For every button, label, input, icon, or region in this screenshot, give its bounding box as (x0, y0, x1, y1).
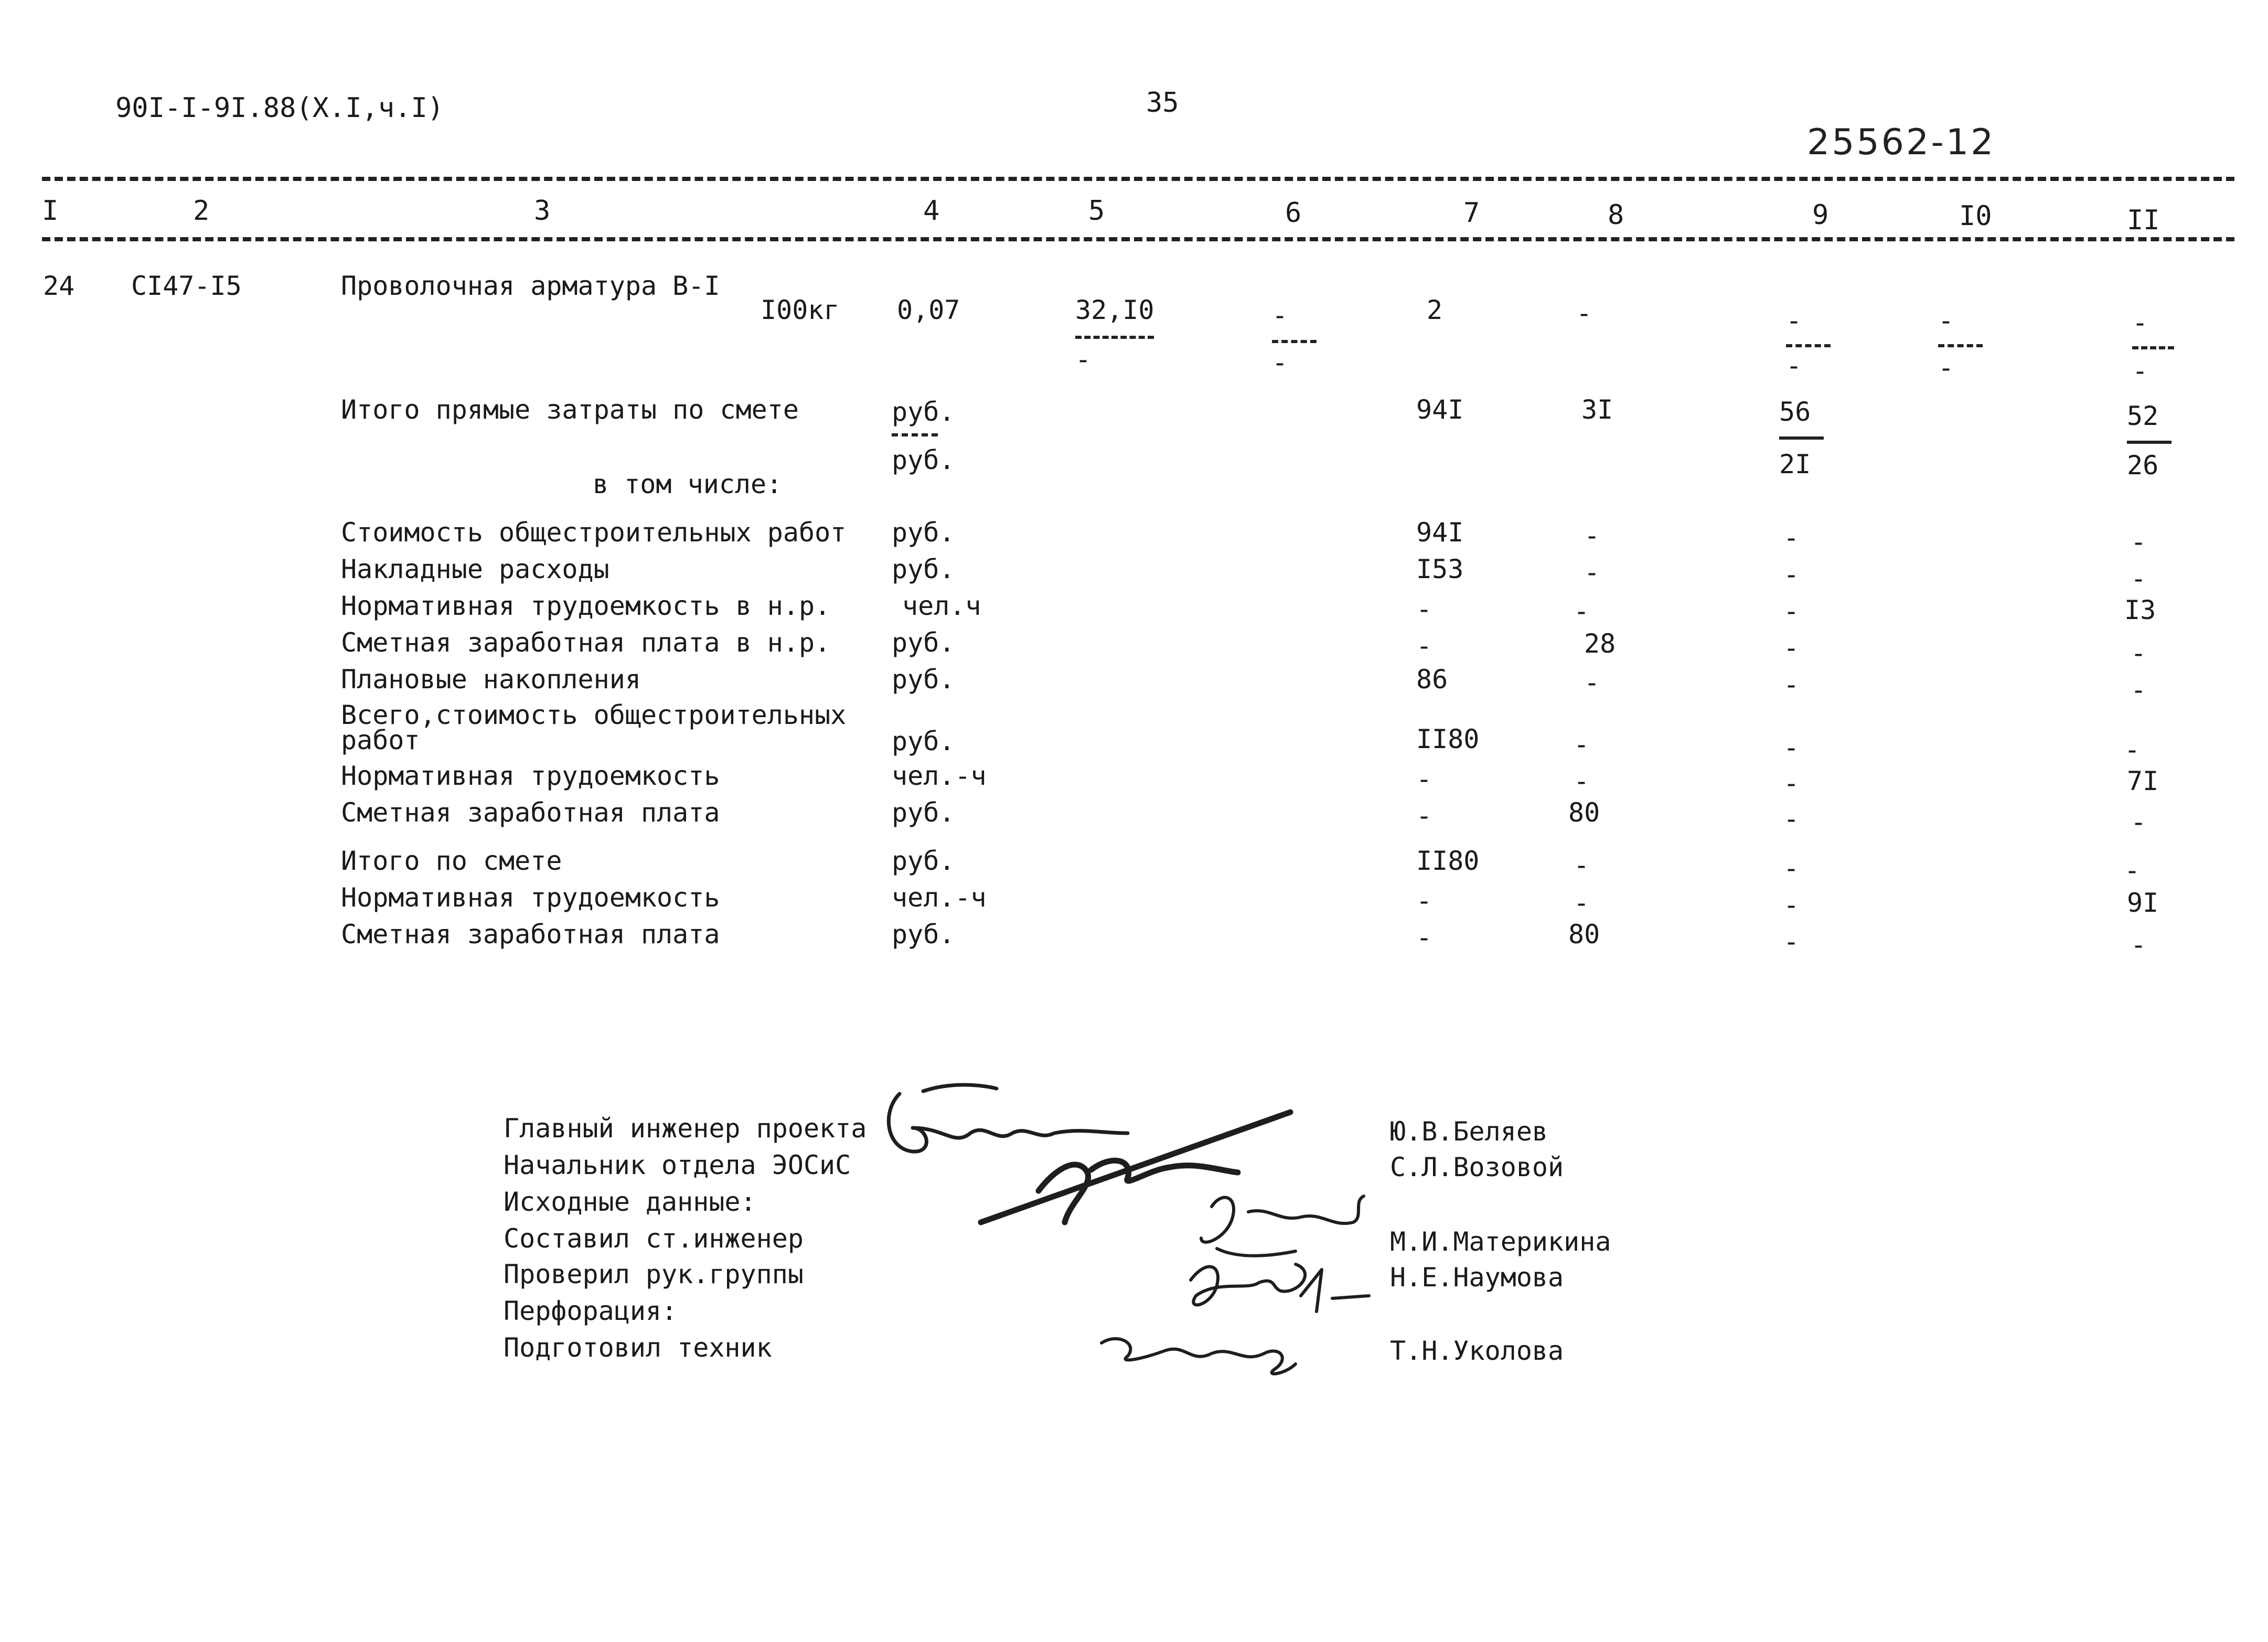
row-col9: - (1783, 669, 1800, 700)
row-label-continued: работ (341, 725, 420, 755)
direct-costs-unit-lower: руб. (892, 445, 955, 475)
item-col9-upper: - (1786, 305, 1802, 336)
row-col8: - (1584, 557, 1600, 588)
row-col7: I53 (1416, 554, 1464, 584)
signatory-name: Ю.В.Беляев (1390, 1116, 1548, 1147)
direct-costs-col8: 3I (1581, 394, 1613, 425)
column-header: I0 (1959, 200, 1992, 232)
row-col11: - (2124, 734, 2141, 765)
row-col9: - (1783, 853, 1800, 883)
row-col8: 28 (1584, 628, 1616, 659)
item-col6-upper: - (1272, 300, 1288, 330)
row-col7: 94I (1416, 517, 1464, 548)
direct-costs-unit-upper: руб. (892, 397, 955, 427)
row-label: Стоимость общестроительных работ (341, 517, 847, 548)
row-col11: - (2131, 807, 2147, 837)
row-label: Нормативная трудоемкость (341, 882, 720, 913)
signature-role: Составил ст.инженер (504, 1223, 804, 1254)
column-header: 9 (1812, 199, 1829, 231)
item-name: Проволочная арматура В-I (341, 271, 720, 301)
row-col8: 80 (1568, 919, 1600, 950)
row-col9: - (1783, 596, 1800, 626)
signature-role: Начальник отдела ЭОСиС (504, 1150, 851, 1180)
row-col11: - (2131, 638, 2147, 668)
signature-role: Исходные данные: (504, 1187, 756, 1217)
row-col9: - (1783, 523, 1800, 553)
row-unit: чел.ч (902, 591, 981, 621)
row-unit: чел.-ч (892, 761, 987, 791)
item-number: 24 (43, 271, 75, 301)
row-unit: руб. (892, 664, 955, 695)
column-header: 5 (1088, 195, 1105, 227)
row-label: Всего,стоимость общестроительных (341, 700, 847, 730)
signature-role: Проверил рук.группы (504, 1259, 804, 1289)
row-label: Сметная заработная плата (341, 919, 720, 950)
item-col11-upper: - (2132, 307, 2148, 338)
row-col7: - (1416, 886, 1432, 916)
column-header: I (42, 195, 59, 227)
row-col8: - (1584, 667, 1600, 698)
row-col8: - (1574, 850, 1590, 880)
subtotal-caption: в том числе: (593, 469, 783, 499)
item-code: CI47-I5 (131, 271, 242, 301)
row-col8: - (1574, 596, 1590, 626)
signature-scribble (1191, 1264, 1369, 1312)
item-col8: - (1576, 298, 1592, 328)
row-col8: - (1574, 766, 1590, 796)
signature-role: Главный инженер проекта (504, 1113, 867, 1144)
row-col7: - (1416, 631, 1432, 661)
direct-costs-col9-upper: 56 (1779, 397, 1811, 427)
item-col6-lower: - (1272, 347, 1288, 378)
row-unit: руб. (892, 554, 955, 584)
row-label: Сметная заработная плата в н.р. (341, 627, 831, 658)
row-col11: - (2131, 563, 2147, 594)
row-col11: 9I (2127, 888, 2159, 918)
row-label: Итого по смете (341, 846, 562, 876)
row-col9: - (1783, 732, 1800, 763)
signature-scribble (981, 1112, 1290, 1222)
signature-role: Перфорация: (504, 1296, 678, 1326)
column-header: 7 (1463, 197, 1480, 229)
row-col11: I3 (2124, 595, 2156, 625)
row-col7: - (1416, 801, 1432, 831)
row-col7: - (1416, 594, 1432, 624)
row-col7: II80 (1416, 846, 1480, 876)
signatory-name: М.И.Материкина (1390, 1227, 1611, 1257)
row-col9: - (1783, 804, 1800, 834)
direct-costs-col9-lower: 2I (1779, 449, 1811, 479)
row-col11: - (2131, 675, 2147, 705)
direct-costs-col7: 94I (1416, 394, 1464, 425)
signature-scribble (1201, 1196, 1364, 1256)
row-unit: руб. (892, 797, 955, 828)
row-col11: - (2131, 527, 2147, 557)
row-label: Накладные расходы (341, 554, 609, 584)
row-unit: руб. (892, 846, 955, 876)
direct-costs-col11-lower: 26 (2127, 450, 2159, 481)
column-header: 3 (534, 195, 551, 227)
row-col7: - (1416, 922, 1432, 953)
row-col11: - (2124, 855, 2141, 886)
row-col9: - (1783, 633, 1800, 663)
row-col9: - (1783, 926, 1800, 957)
column-header: II (2127, 205, 2160, 236)
item-quantity: 0,07 (897, 295, 960, 325)
row-col9: - (1783, 559, 1800, 590)
row-col9: - (1783, 768, 1800, 798)
column-header: 8 (1608, 199, 1624, 231)
row-col11: 7I (2127, 766, 2159, 796)
row-col8: - (1574, 729, 1590, 760)
direct-costs-col11-upper: 52 (2127, 401, 2159, 431)
signatory-name: Т.Н.Уколова (1390, 1336, 1564, 1366)
item-col7: 2 (1427, 295, 1443, 325)
column-header: 6 (1285, 197, 1302, 229)
row-label: Нормативная трудоемкость (341, 761, 720, 791)
item-col10-lower: - (1938, 353, 1954, 383)
row-col8: - (1584, 520, 1600, 551)
row-col11: - (2131, 930, 2147, 960)
signature-role: Подготовил техник (504, 1332, 772, 1363)
row-unit: руб. (892, 726, 955, 756)
item-col11-lower: - (2132, 356, 2148, 386)
row-col8: 80 (1568, 797, 1600, 828)
row-unit: руб. (892, 919, 955, 950)
row-col7: - (1416, 764, 1432, 794)
item-col9-lower: - (1786, 350, 1802, 381)
row-unit: чел.-ч (892, 882, 987, 913)
signature-scribble (889, 1085, 1128, 1151)
row-col8: - (1574, 888, 1590, 918)
row-label: Плановые накопления (341, 664, 641, 695)
row-label: Нормативная трудоемкость в н.р. (341, 591, 831, 621)
page-number: 35 (1146, 87, 1179, 119)
row-label: Сметная заработная плата (341, 797, 720, 828)
row-col7: II80 (1416, 724, 1480, 754)
column-header: 4 (923, 195, 940, 227)
item-unit: I00кг (761, 295, 840, 325)
row-col7: 86 (1416, 664, 1448, 695)
signatory-name: Н.Е.Наумова (1390, 1262, 1564, 1293)
item-price: 32,I0 (1075, 295, 1154, 325)
row-unit: руб. (892, 627, 955, 658)
stamp-number: 25562-12 (1807, 122, 1996, 163)
direct-costs-label: Итого прямые затраты по смете (341, 394, 799, 425)
column-header: 2 (193, 195, 210, 227)
item-col5-lower: - (1075, 344, 1092, 375)
row-unit: руб. (892, 517, 955, 548)
signature-scribble (1101, 1339, 1296, 1374)
signatory-name: С.Л.Возовой (1390, 1152, 1564, 1182)
item-col10-upper: - (1938, 305, 1954, 336)
row-col9: - (1783, 890, 1800, 920)
document-code: 90I-I-9I.88(X.I,ч.I) (115, 92, 444, 124)
